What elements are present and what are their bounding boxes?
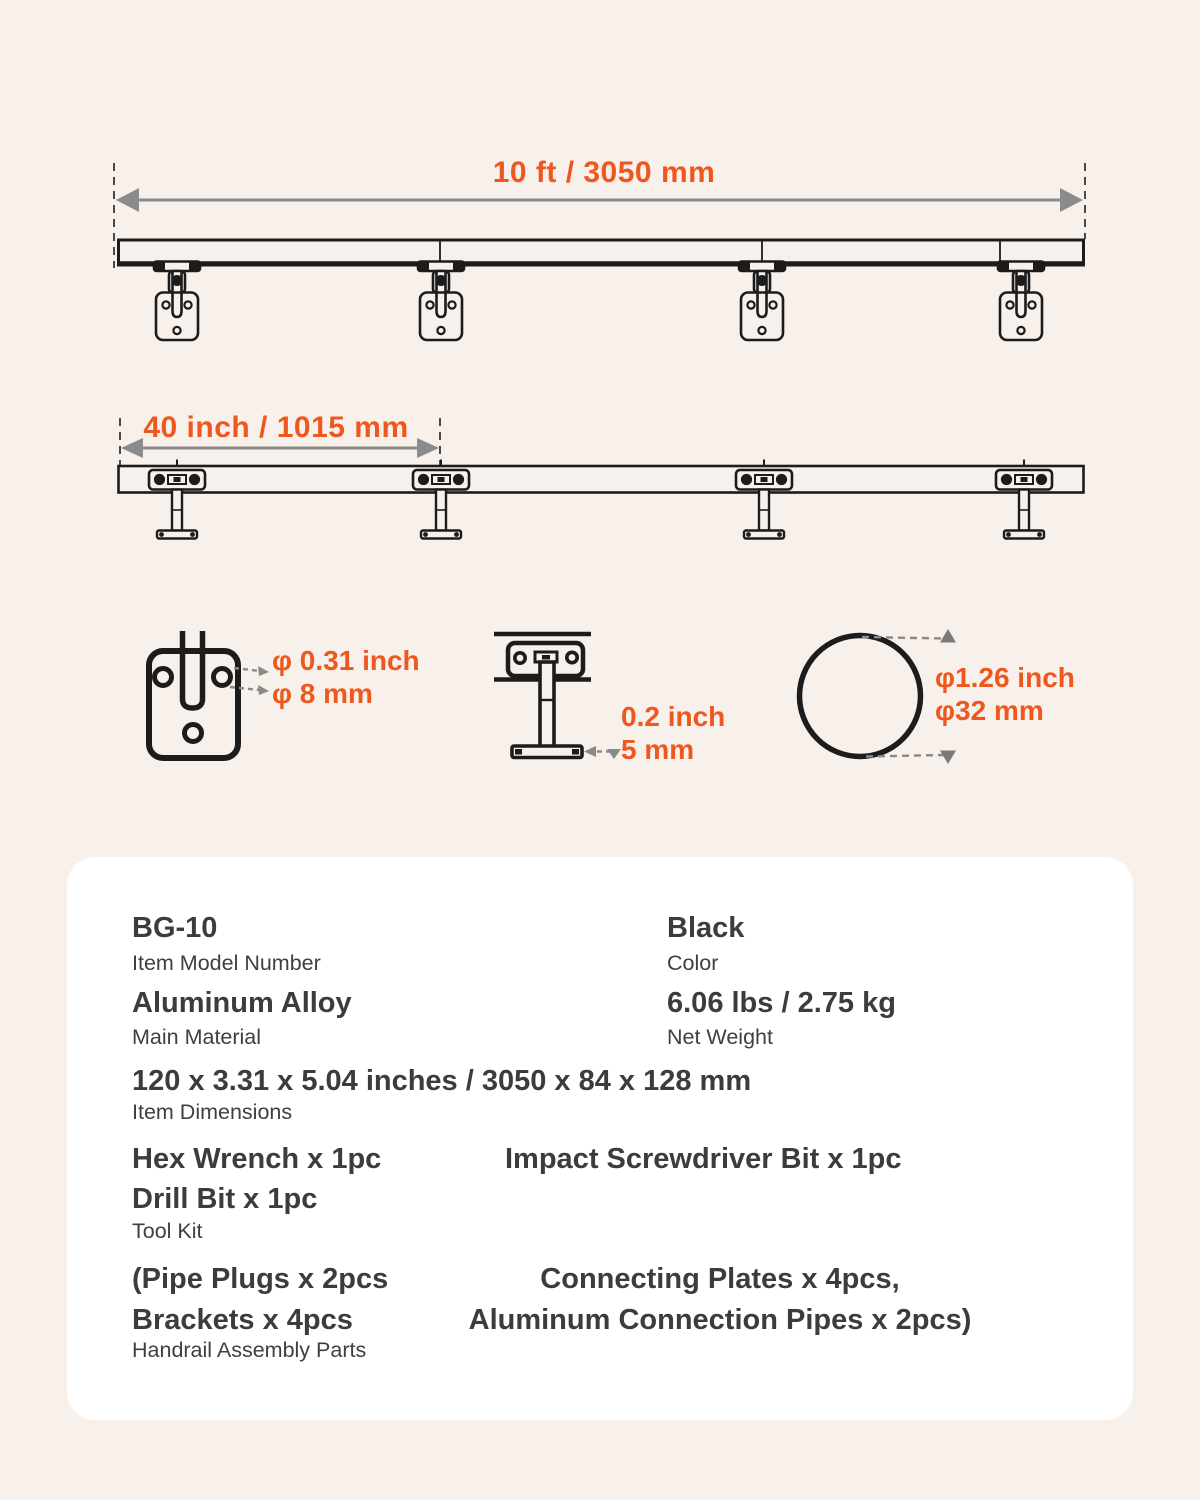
spec-parts-label: Handrail Assembly Parts	[132, 1338, 367, 1362]
base-thickness-dimension-inch: 0.2 inch	[621, 701, 726, 732]
pipe-diameter-dimension-label	[935, 661, 1075, 727]
handrail-bar	[119, 466, 1084, 493]
spec-toolkit-item-3: Drill Bit x 1pc	[132, 1183, 318, 1215]
overall-length-label: 10 ft / 3050 mm	[492, 156, 716, 189]
handrail-bar	[118, 240, 1085, 265]
spec-dimensions-label: Item Dimensions	[132, 1100, 293, 1124]
bracket-plate-detail	[149, 631, 238, 758]
spec-color-label: Color	[667, 951, 719, 975]
base-thickness-dimension-mm: 5 mm	[621, 734, 695, 765]
bracket-side-detail	[494, 634, 591, 758]
bracket-hole-dimension-inch: φ 0.31 inch	[272, 645, 420, 676]
wall-bracket-3	[739, 262, 785, 341]
spec-toolkit-item-2: Impact Screwdriver Bit x 1pc	[505, 1143, 902, 1175]
spec-weight-label: Net Weight	[667, 1025, 773, 1049]
spec-material-value: Aluminum Alloy	[132, 987, 352, 1019]
bracket-spacing-label: 40 inch / 1015 mm	[143, 411, 409, 444]
bracket-mount-1	[149, 460, 205, 539]
pipe-diameter-dimension-inch: φ1.26 inch	[935, 662, 1075, 693]
overall-length-dimension-arrow	[116, 188, 1083, 212]
spec-parts-item-1: (Pipe Plugs x 2pcs	[132, 1263, 389, 1295]
pipe-diameter-dimension-mm: φ32 mm	[935, 695, 1044, 726]
spec-weight-value: 6.06 lbs / 2.75 kg	[667, 987, 896, 1019]
spec-dimensions-value: 120 x 3.31 x 5.04 inches / 3050 x 84 x 128 mm	[132, 1065, 752, 1097]
base-thickness-dimension-label	[621, 700, 725, 766]
bracket-hole-dimension-mm: φ 8 mm	[272, 678, 373, 709]
bracket-mount-2	[413, 460, 469, 539]
spec-parts-item-4: Aluminum Connection Pipes x 2pcs)	[468, 1304, 972, 1336]
thickness-leader-line	[584, 746, 621, 759]
bracket-mount-3	[736, 460, 792, 539]
bracket-mount-4	[996, 460, 1052, 539]
bracket-hole-dimension-label	[272, 644, 420, 710]
wall-bracket-4	[998, 262, 1044, 341]
pipe-cross-section-detail	[800, 629, 957, 764]
spec-parts-item-2: Brackets x 4pcs	[132, 1304, 353, 1336]
spec-material-label: Main Material	[132, 1025, 262, 1049]
specs-card	[67, 857, 1133, 1420]
wall-bracket-2	[418, 262, 464, 341]
spec-model-label: Item Model Number	[132, 951, 321, 975]
spec-toolkit-label: Tool Kit	[132, 1219, 203, 1243]
wall-bracket-1	[154, 262, 200, 341]
spec-color-value: Black	[667, 912, 745, 944]
spec-model-value: BG-10	[132, 912, 218, 944]
spec-toolkit-item-1: Hex Wrench x 1pc	[132, 1143, 382, 1175]
spec-parts-item-3: Connecting Plates x 4pcs,	[540, 1263, 900, 1295]
